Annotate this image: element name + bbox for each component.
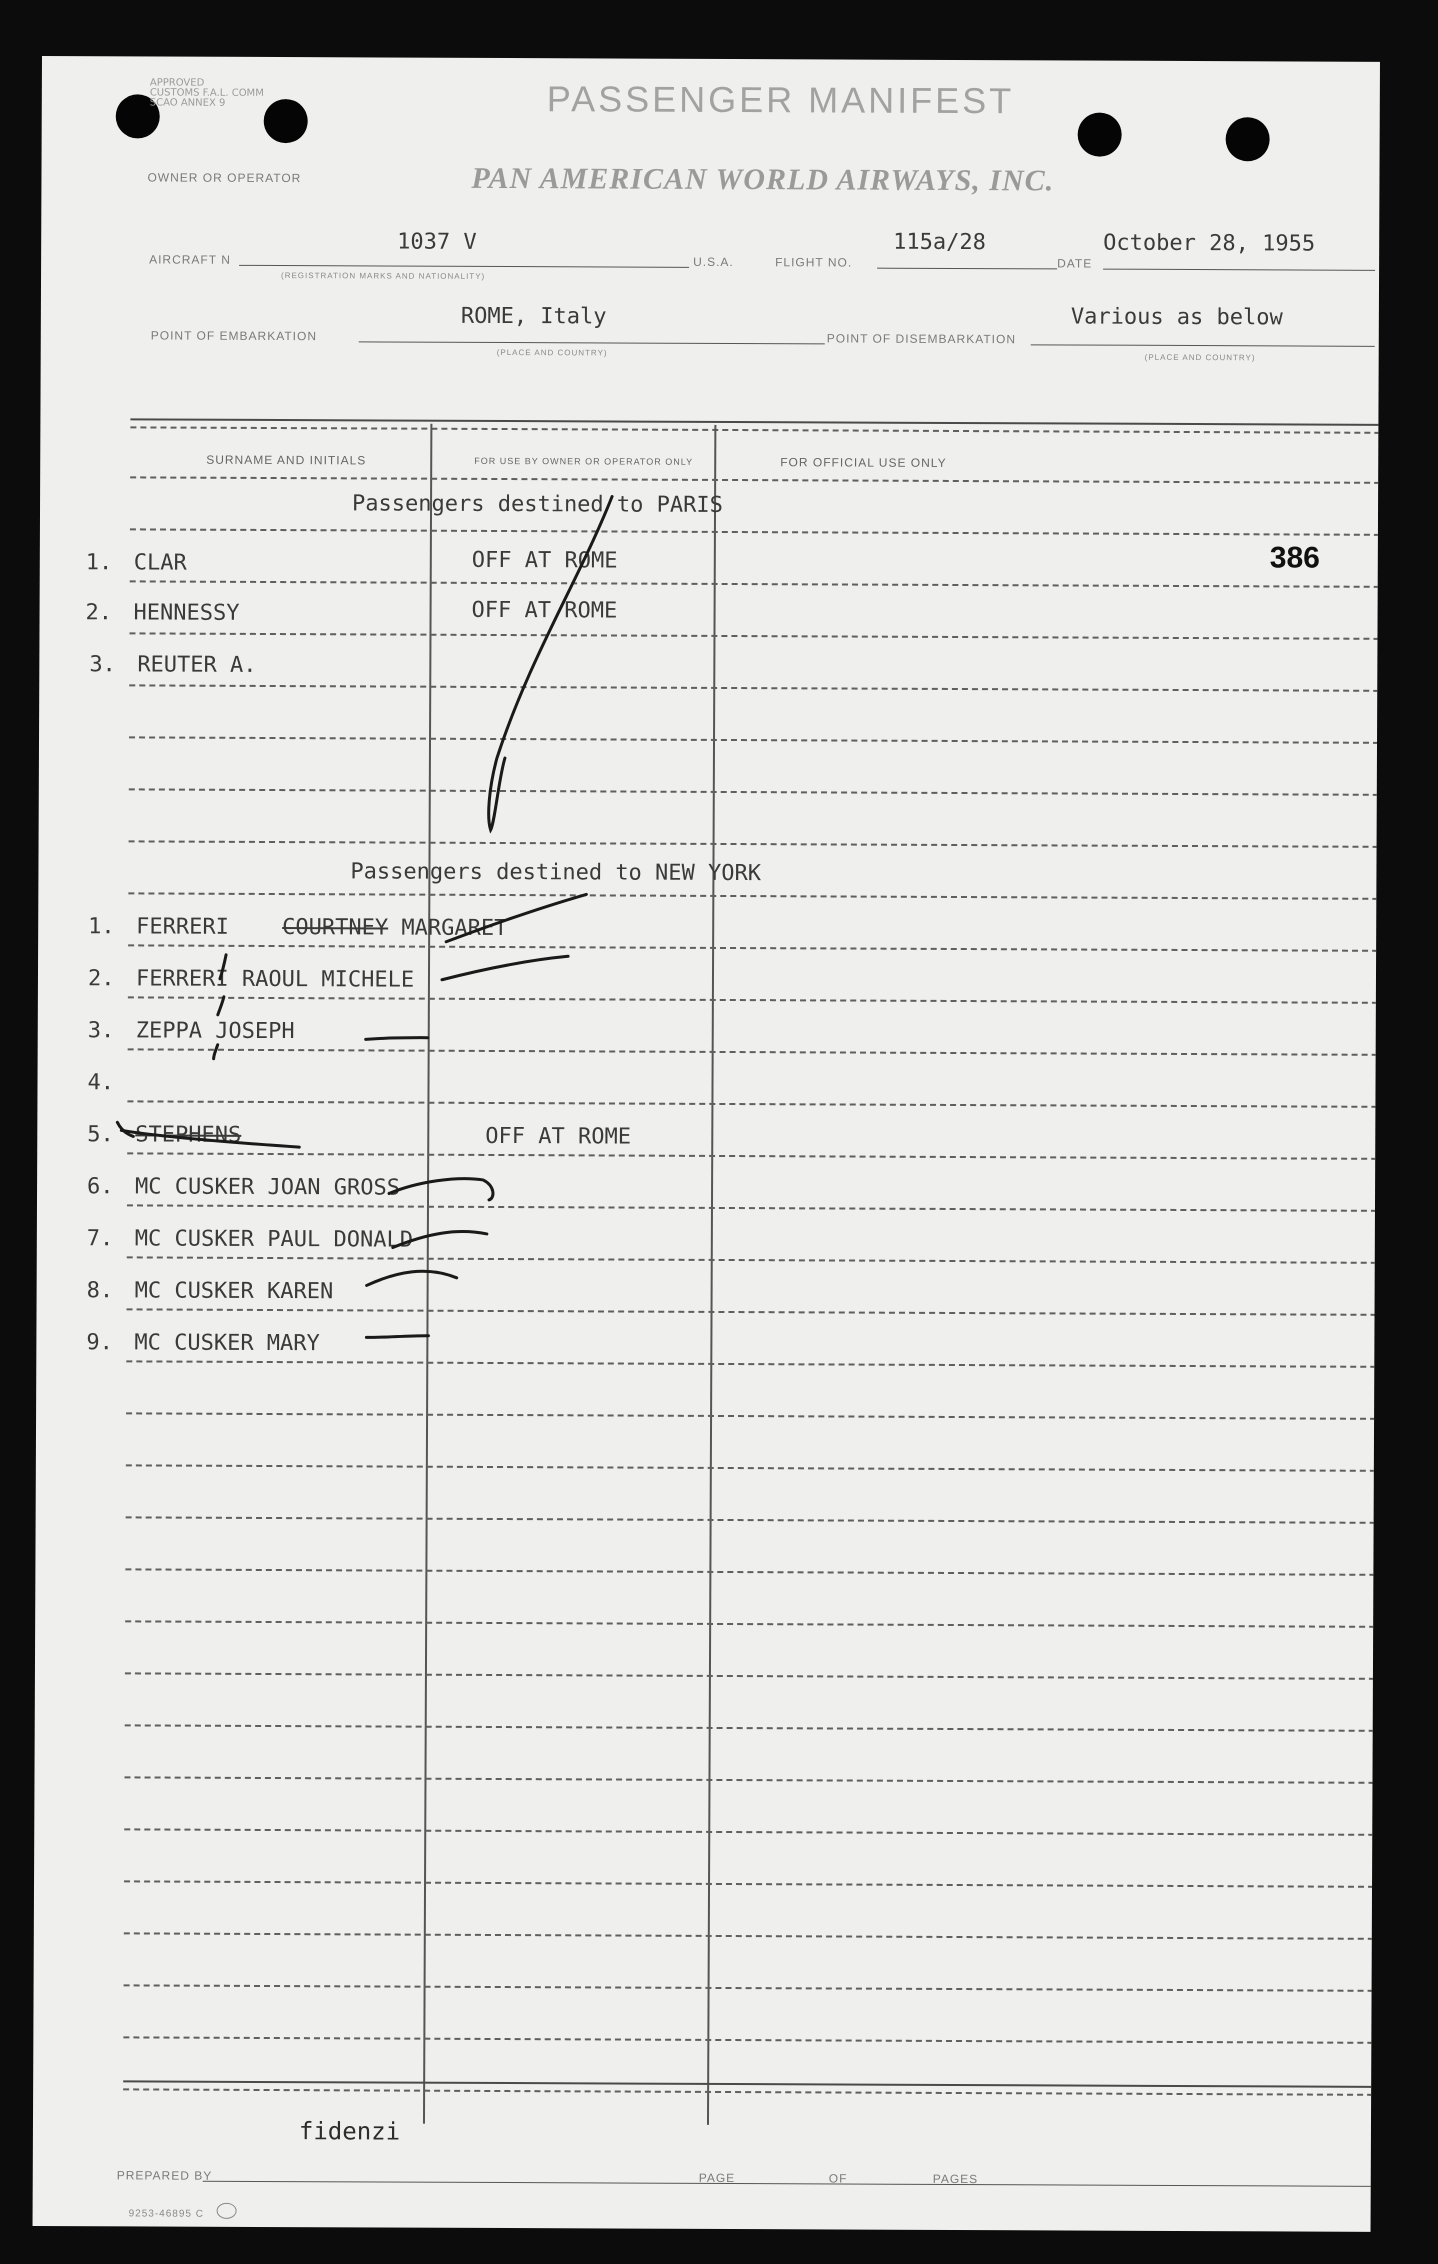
pen-dash: [442, 956, 568, 981]
pen-strike: [121, 1130, 299, 1147]
row-number: 6.: [87, 1174, 114, 1200]
flight-value: 115a/28: [893, 229, 986, 256]
row-number: 1.: [85, 550, 113, 576]
date-value: October 28, 1955: [1103, 230, 1316, 257]
pen-marks: [33, 56, 1380, 2232]
pen-dash: [446, 894, 586, 943]
row-number: 5.: [87, 1122, 114, 1148]
column-surname: SURNAME AND INITIALS: [206, 452, 367, 468]
stamp-line: SCAO ANNEX 9: [149, 97, 226, 109]
row-number: 3.: [89, 652, 116, 678]
passenger-given-name: MARGARET: [388, 915, 508, 942]
date-label: DATE: [1057, 256, 1093, 271]
passenger-surname: FERRERI: [136, 914, 229, 940]
stamp-line: APPROVED: [149, 77, 205, 89]
passenger-note: OFF AT ROME: [471, 597, 618, 624]
row-number: 9.: [86, 1330, 113, 1356]
row-number: 4.: [87, 1070, 115, 1096]
pen-dash: [393, 1231, 487, 1248]
row-number: 3.: [87, 1018, 115, 1044]
aircraft-value: 1037 V: [397, 229, 477, 255]
owner-label: OWNER OR OPERATOR: [147, 170, 302, 186]
nationality: U.S.A.: [693, 254, 734, 270]
group-heading-paris: Passengers destined to PARIS: [351, 491, 723, 518]
form-title: PASSENGER MANIFEST: [546, 78, 1015, 122]
page-label: PAGE: [698, 2170, 736, 2186]
row-number: 2.: [85, 600, 113, 626]
passenger-note: OFF AT ROME: [485, 1123, 632, 1150]
passenger-name: FERRERI RAOUL MICHELE: [135, 966, 415, 993]
prepared-by-value: fidenzi: [298, 2117, 401, 2146]
disembarkation-label: POINT OF DISEMBARKATION: [826, 331, 1017, 347]
column-operator: FOR USE BY OWNER OR OPERATOR ONLY: [474, 455, 694, 467]
embarkation-value: ROME, Italy: [460, 303, 607, 330]
embarkation-label: POINT OF EMBARKATION: [150, 328, 318, 344]
passenger-name: CLAR: [133, 550, 187, 576]
pen-check-mark: [489, 496, 612, 831]
pen-tick: [220, 955, 226, 979]
row-number: 1.: [88, 914, 115, 940]
pen-dash: [367, 1271, 457, 1286]
owner-value: PAN AMERICAN WORLD AIRWAYS, INC.: [471, 161, 1055, 198]
passenger-name: ZEPPA JOSEPH: [135, 1018, 295, 1045]
pen-dash: [366, 1037, 428, 1039]
aircraft-label: AIRCRAFT N: [149, 252, 231, 267]
struck-name: COURTNEY: [282, 915, 389, 941]
passenger-name: HENNESSY: [133, 600, 240, 626]
row-number: 2.: [87, 966, 115, 992]
disembarkation-caption: (PLACE AND COUNTRY): [1144, 352, 1256, 363]
passenger-name: MC CUSKER JOAN GROSS: [135, 1174, 401, 1201]
stamp-line: CUSTOMS F.A.L. COMM: [149, 87, 264, 99]
union-bug-icon: [217, 2203, 237, 2219]
passenger-note: OFF AT ROME: [471, 547, 618, 574]
flight-label: FLIGHT NO.: [775, 255, 853, 270]
pages-label: PAGES: [932, 2171, 979, 2187]
of-label: OF: [828, 2171, 848, 2186]
registration-caption: (REGISTRATION MARKS AND NATIONALITY): [281, 271, 486, 281]
pen-check: [117, 1122, 133, 1136]
pen-tick: [214, 1045, 218, 1059]
form-code: 9253-46895 C: [128, 2208, 204, 2220]
column-official: FOR OFFICIAL USE ONLY: [780, 455, 947, 470]
embarkation-caption: (PLACE AND COUNTRY): [496, 347, 608, 358]
prepared-by-label: PREPARED BY: [116, 2168, 213, 2183]
group-heading-new-york: Passengers destined to NEW YORK: [350, 859, 762, 887]
passenger-name: MC CUSKER PAUL DONALD: [134, 1226, 414, 1253]
disembarkation-value: Various as below: [1070, 304, 1283, 331]
row-number: 7.: [86, 1226, 114, 1252]
passenger-name: REUTER A.: [137, 652, 257, 678]
manifest-sheet: [33, 56, 1380, 2232]
passenger-name: MC CUSKER MARY: [134, 1330, 320, 1357]
pen-dash: [366, 1335, 428, 1337]
passenger-name: MC CUSKER KAREN: [134, 1278, 334, 1305]
struck-name: STEPHENS: [135, 1122, 242, 1148]
official-number: 386: [1269, 541, 1320, 575]
row-number: 8.: [86, 1278, 114, 1304]
pen-dash: [389, 1178, 493, 1200]
pen-tick: [218, 997, 224, 1015]
